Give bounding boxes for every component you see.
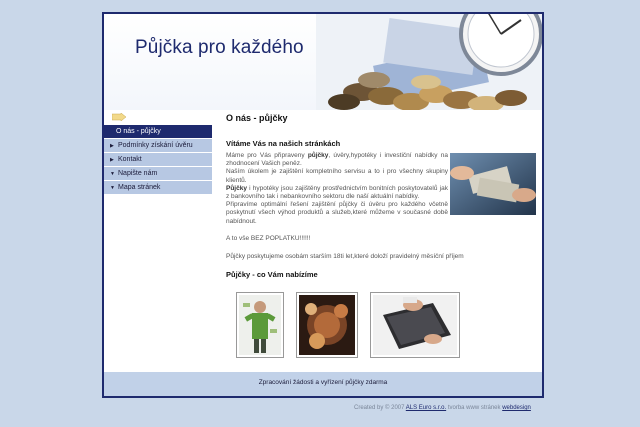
offer-image-businessman[interactable] [236,292,284,358]
intro-text-part: i hypotéky jsou zajištěny prostřednictvím bonitních poskytovatelů jak z bankovního tak i nebankovního sektoru dle naší aktuální nabídky. [226,184,448,201]
sidebar-item-label: O nás - půjčky [116,128,161,135]
page-footer [104,372,542,396]
intro-text-part: , úvěry,hypotéky i investiční nabídky na zhodnocení Vašich peněz. [226,152,448,168]
laptop-photo [373,295,457,355]
intro-text-part: Připravíme optimální řešení zajištění půjčky či úvěru pro každého včetně poskytnutí všech výhod produktů a služeb,které můžeme v současné době nabídnout. [226,201,448,225]
intro-text [226,152,448,226]
page-title: O nás - půjčky [226,113,288,123]
sidebar-item-label: Mapa stránek [118,184,161,191]
sidebar-item-label: Podmínky získání úvěru [118,142,193,149]
free-of-charge-text: A to vše BEZ POPLATKU!!!!!! [226,235,311,242]
caret-right-icon: ▶ [110,157,114,163]
offer-image-laptop[interactable] [370,292,460,358]
site-header [104,14,542,110]
credits [354,405,531,411]
footer-text: Zpracování žádosti a vyřízení půjčky zdarma [258,379,388,386]
sidebar-item-write-us[interactable] [104,167,212,180]
intro-text-part: Naším úkolem je zajištění kompletního servisu a to i pro všechny skupiny klientů. [226,168,448,184]
page-container [102,12,544,398]
credits-prefix: Created by © 2007 [354,405,406,411]
sidebar-item-label: Kontakt [118,156,142,163]
main-content [226,113,538,279]
sidebar-item-sitemap[interactable] [104,181,212,194]
webdesign-link[interactable]: webdesign [502,405,531,411]
sidebar-menu [104,125,212,195]
offer-image-coins[interactable] [296,292,358,358]
welcome-heading: Vítáme Vás na našich stránkách [226,139,341,148]
arrow-right-icon [112,113,126,121]
offer-heading: Půjčky - co Vám nabízíme [226,270,318,279]
coins-photo [299,295,355,355]
header-photo-money-clock [316,14,542,110]
company-link[interactable]: ALS Euro s.r.o. [405,405,447,411]
intro-text-bold: Půjčky [226,184,247,192]
caret-right-icon: ▶ [110,143,114,149]
sidebar-item-about[interactable] [104,125,212,138]
caret-down-icon: ▼ [110,171,115,177]
site-title[interactable]: Půjčka pro každého [135,37,304,58]
sidebar-item-conditions[interactable] [104,139,212,152]
intro-text-part: Máme pro Vás připraveny [226,152,308,159]
money-exchange-photo [450,153,536,215]
intro-text-bold: půjčky [307,152,329,159]
sidebar-item-label: Napište nám [118,170,158,177]
sidebar-item-contact[interactable] [104,153,212,166]
businessman-photo [239,295,281,355]
age-requirement-text: Půjčky poskytujeme osobám starším 18ti let,které doloží pravidelný měsíční příjem [226,253,464,260]
caret-down-icon: ▼ [110,185,115,191]
credits-middle: tvorba www stránek [446,405,503,411]
